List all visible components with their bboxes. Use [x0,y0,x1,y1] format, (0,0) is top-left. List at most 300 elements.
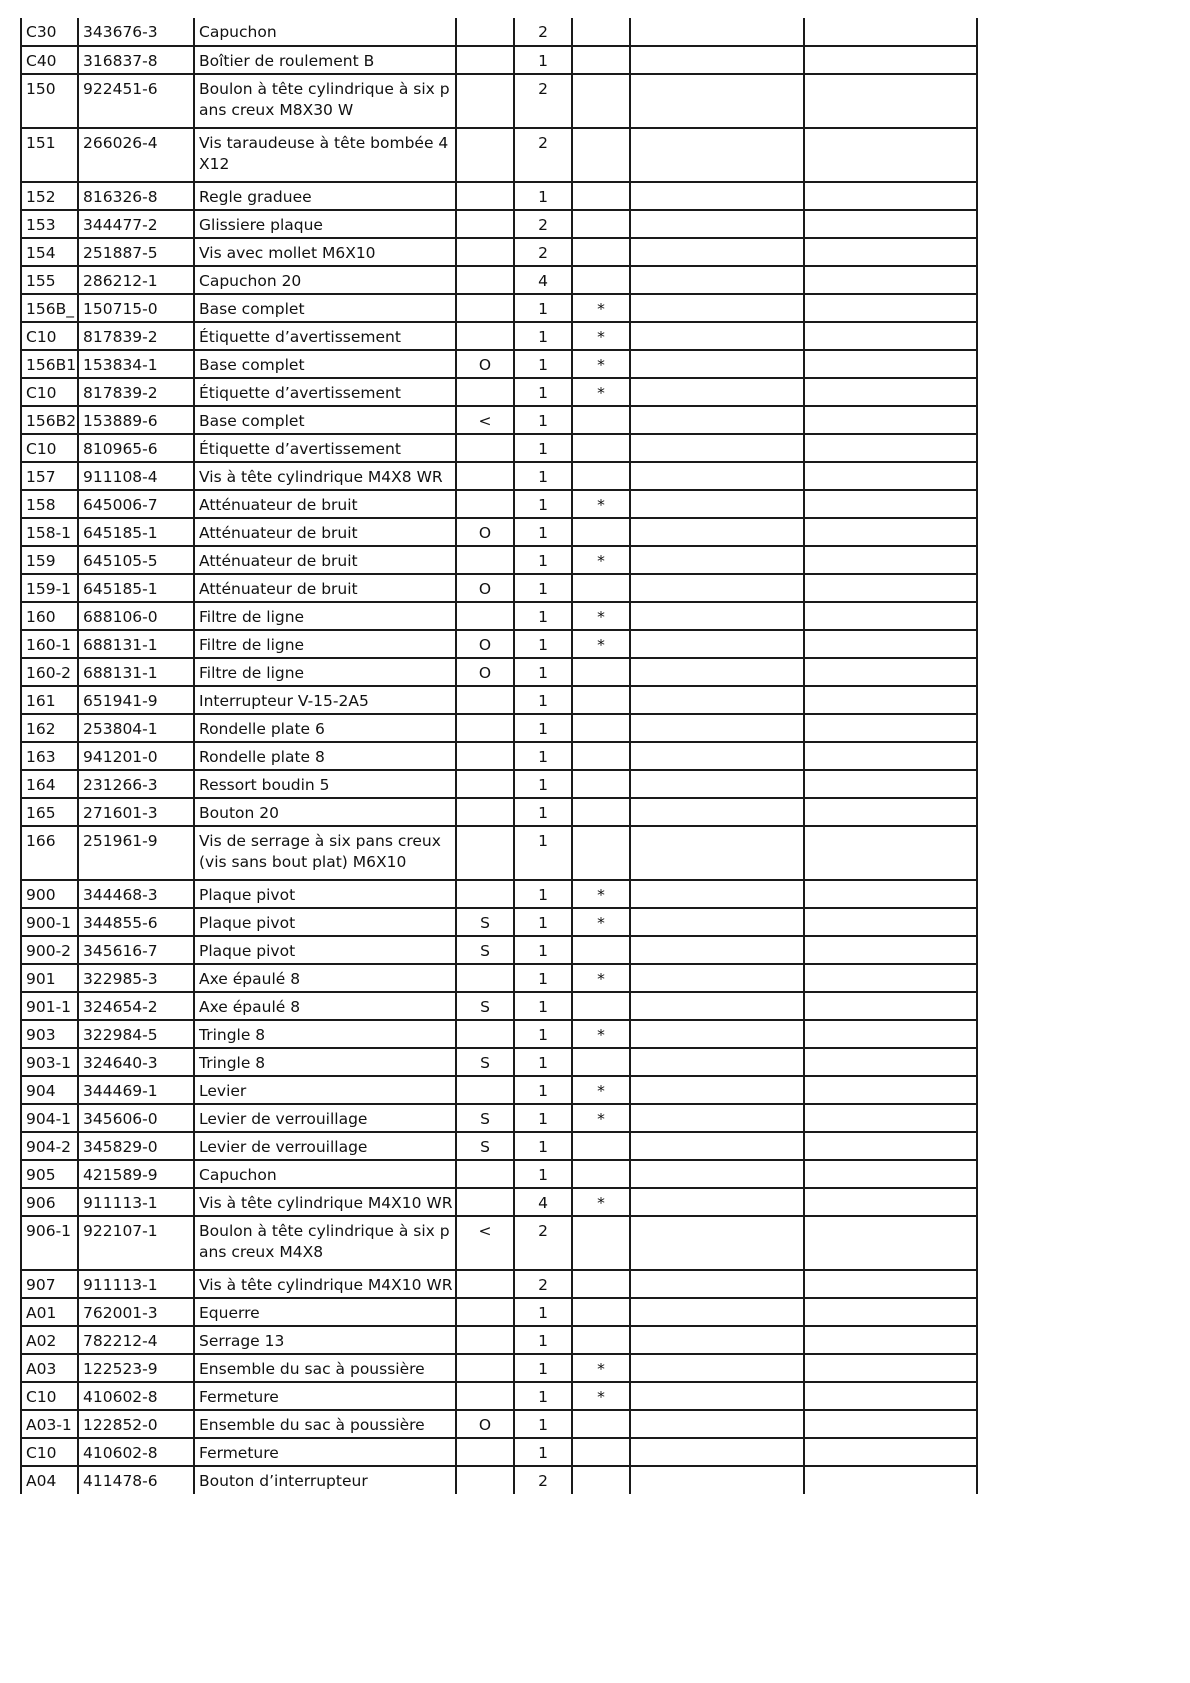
table-row [21,1076,977,1104]
quantity-cell: 1 [514,880,572,908]
note-mark-cell [572,770,630,798]
part-number-cell: 345829-0 [78,1132,194,1160]
description-cell: Ensemble du sac à poussière [194,1410,456,1438]
quantity-cell: 2 [514,1270,572,1298]
quantity-cell: 1 [514,1354,572,1382]
quantity-cell: 1 [514,378,572,406]
table-row [21,350,977,378]
blank-cell-b [804,462,977,490]
note-mark-cell [572,1438,630,1466]
change-flag-cell [456,1188,514,1216]
note-mark-cell [572,128,630,182]
item-number-cell: C30 [21,18,78,46]
item-number-cell: 153 [21,210,78,238]
blank-cell-a [630,630,804,658]
note-mark-cell [572,1216,630,1270]
change-flag-cell: O [456,630,514,658]
change-flag-cell [456,18,514,46]
quantity-cell: 1 [514,434,572,462]
part-number-cell: 688106-0 [78,602,194,630]
note-mark-cell [572,658,630,686]
quantity-cell: 1 [514,1132,572,1160]
item-number-cell: 161 [21,686,78,714]
description-cell: Filtre de ligne [194,602,456,630]
description-cell: Plaque pivot [194,908,456,936]
part-number-cell: 153834-1 [78,350,194,378]
table-row [21,1354,977,1382]
blank-cell-a [630,1270,804,1298]
table-row [21,574,977,602]
note-mark-cell [572,1160,630,1188]
table-row [21,546,977,574]
blank-cell-b [804,378,977,406]
description-cell: Atténuateur de bruit [194,546,456,574]
blank-cell-a [630,686,804,714]
description-cell: Vis à tête cylindrique M4X10 WR [194,1188,456,1216]
change-flag-cell [456,1076,514,1104]
item-number-cell: 150 [21,74,78,128]
part-number-cell: 688131-1 [78,658,194,686]
table-row [21,602,977,630]
blank-cell-a [630,880,804,908]
table-row [21,1048,977,1076]
note-mark-cell [572,518,630,546]
blank-cell-b [804,74,977,128]
change-flag-cell: O [456,518,514,546]
change-flag-cell: O [456,350,514,378]
part-number-cell: 253804-1 [78,714,194,742]
item-number-cell: A01 [21,1298,78,1326]
change-flag-cell [456,742,514,770]
table-row [21,1298,977,1326]
parts-table [20,18,978,1494]
item-number-cell: 156B_ [21,294,78,322]
description-cell: Rondelle plate 6 [194,714,456,742]
note-mark-cell: * [572,630,630,658]
blank-cell-b [804,574,977,602]
note-mark-cell: * [572,378,630,406]
change-flag-cell [456,434,514,462]
item-number-cell: C10 [21,1438,78,1466]
blank-cell-a [630,1048,804,1076]
blank-cell-b [804,322,977,350]
table-row [21,74,977,128]
note-mark-cell: * [572,602,630,630]
item-number-cell: 900 [21,880,78,908]
part-number-cell: 231266-3 [78,770,194,798]
part-number-cell: 411478-6 [78,1466,194,1494]
quantity-cell: 1 [514,322,572,350]
table-row [21,964,977,992]
item-number-cell: 165 [21,798,78,826]
item-number-cell: 163 [21,742,78,770]
part-number-cell: 153889-6 [78,406,194,434]
blank-cell-a [630,908,804,936]
part-number-cell: 645185-1 [78,574,194,602]
change-flag-cell: S [456,936,514,964]
blank-cell-b [804,1382,977,1410]
change-flag-cell [456,238,514,266]
table-row [21,294,977,322]
change-flag-cell: O [456,658,514,686]
blank-cell-a [630,546,804,574]
description-cell: Ensemble du sac à poussière [194,1354,456,1382]
blank-cell-a [630,1326,804,1354]
table-row [21,936,977,964]
quantity-cell: 1 [514,462,572,490]
part-number-cell: 688131-1 [78,630,194,658]
table-row [21,406,977,434]
item-number-cell: 164 [21,770,78,798]
change-flag-cell: S [456,1132,514,1160]
change-flag-cell [456,770,514,798]
quantity-cell: 1 [514,1104,572,1132]
blank-cell-a [630,658,804,686]
change-flag-cell: S [456,1048,514,1076]
change-flag-cell: O [456,1410,514,1438]
table-row [21,1270,977,1298]
blank-cell-b [804,490,977,518]
quantity-cell: 1 [514,1410,572,1438]
table-row [21,462,977,490]
item-number-cell: 905 [21,1160,78,1188]
table-row [21,1382,977,1410]
description-cell: Base complet [194,294,456,322]
part-number-cell: 922107-1 [78,1216,194,1270]
note-mark-cell: * [572,964,630,992]
change-flag-cell [456,602,514,630]
note-mark-cell [572,1466,630,1494]
quantity-cell: 1 [514,658,572,686]
note-mark-cell [572,1270,630,1298]
blank-cell-b [804,964,977,992]
item-number-cell: 900-2 [21,936,78,964]
description-cell: Vis à tête cylindrique M4X8 WR [194,462,456,490]
part-number-cell: 410602-8 [78,1438,194,1466]
table-row [21,880,977,908]
change-flag-cell [456,490,514,518]
change-flag-cell [456,880,514,908]
blank-cell-b [804,128,977,182]
change-flag-cell [456,826,514,880]
quantity-cell: 2 [514,1216,572,1270]
quantity-cell: 1 [514,518,572,546]
part-number-cell: 251961-9 [78,826,194,880]
note-mark-cell: * [572,350,630,378]
item-number-cell: C10 [21,322,78,350]
note-mark-cell [572,238,630,266]
part-number-cell: 645006-7 [78,490,194,518]
blank-cell-b [804,1104,977,1132]
part-number-cell: 911108-4 [78,462,194,490]
change-flag-cell: O [456,574,514,602]
quantity-cell: 1 [514,546,572,574]
note-mark-cell: * [572,1076,630,1104]
blank-cell-b [804,238,977,266]
note-mark-cell: * [572,1104,630,1132]
quantity-cell: 1 [514,964,572,992]
description-cell: Interrupteur V-15-2A5 [194,686,456,714]
blank-cell-a [630,182,804,210]
item-number-cell: 904-2 [21,1132,78,1160]
item-number-cell: C10 [21,1382,78,1410]
blank-cell-b [804,1326,977,1354]
part-number-cell: 782212-4 [78,1326,194,1354]
description-cell: Étiquette d’avertissement [194,322,456,350]
blank-cell-b [804,880,977,908]
quantity-cell: 1 [514,936,572,964]
change-flag-cell [456,322,514,350]
description-cell: Étiquette d’avertissement [194,434,456,462]
blank-cell-a [630,378,804,406]
description-cell: Ressort boudin 5 [194,770,456,798]
table-row [21,1160,977,1188]
change-flag-cell [456,294,514,322]
blank-cell-b [804,1076,977,1104]
note-mark-cell [572,992,630,1020]
description-cell: Base complet [194,350,456,378]
item-number-cell: 906 [21,1188,78,1216]
quantity-cell: 1 [514,770,572,798]
blank-cell-a [630,518,804,546]
quantity-cell: 2 [514,18,572,46]
description-cell: Filtre de ligne [194,630,456,658]
blank-cell-b [804,18,977,46]
item-number-cell: 157 [21,462,78,490]
note-mark-cell [572,46,630,74]
quantity-cell: 1 [514,406,572,434]
description-cell: Equerre [194,1298,456,1326]
quantity-cell: 1 [514,46,572,74]
quantity-cell: 1 [514,1382,572,1410]
part-number-cell: 421589-9 [78,1160,194,1188]
quantity-cell: 1 [514,350,572,378]
blank-cell-a [630,1410,804,1438]
change-flag-cell [456,462,514,490]
note-mark-cell: * [572,490,630,518]
table-row [21,46,977,74]
quantity-cell: 1 [514,1048,572,1076]
change-flag-cell [456,74,514,128]
part-number-cell: 122852-0 [78,1410,194,1438]
table-row [21,1438,977,1466]
parts-table-body [21,18,977,1494]
item-number-cell: C10 [21,378,78,406]
description-cell: Plaque pivot [194,936,456,964]
quantity-cell: 1 [514,602,572,630]
table-row [21,322,977,350]
blank-cell-b [804,1466,977,1494]
part-number-cell: 410602-8 [78,1382,194,1410]
blank-cell-a [630,1216,804,1270]
item-number-cell: 903-1 [21,1048,78,1076]
blank-cell-a [630,238,804,266]
item-number-cell: 906-1 [21,1216,78,1270]
part-number-cell: 150715-0 [78,294,194,322]
blank-cell-a [630,770,804,798]
note-mark-cell [572,1326,630,1354]
table-row [21,18,977,46]
blank-cell-a [630,46,804,74]
part-number-cell: 911113-1 [78,1270,194,1298]
quantity-cell: 2 [514,1466,572,1494]
blank-cell-b [804,826,977,880]
blank-cell-b [804,936,977,964]
table-row [21,518,977,546]
item-number-cell: 159 [21,546,78,574]
note-mark-cell [572,18,630,46]
item-number-cell: A04 [21,1466,78,1494]
note-mark-cell [572,266,630,294]
blank-cell-a [630,1354,804,1382]
description-cell: Tringle 8 [194,1048,456,1076]
blank-cell-b [804,350,977,378]
blank-cell-a [630,574,804,602]
blank-cell-a [630,1466,804,1494]
description-cell: Boulon à tête cylindrique à six pans creux M4X8 [194,1216,456,1270]
blank-cell-b [804,714,977,742]
table-row [21,128,977,182]
note-mark-cell [572,686,630,714]
change-flag-cell [456,1326,514,1354]
note-mark-cell [572,406,630,434]
item-number-cell: 904-1 [21,1104,78,1132]
item-number-cell: 907 [21,1270,78,1298]
quantity-cell: 1 [514,908,572,936]
table-row [21,1326,977,1354]
blank-cell-b [804,266,977,294]
description-cell: Glissiere plaque [194,210,456,238]
change-flag-cell [456,266,514,294]
blank-cell-a [630,1104,804,1132]
description-cell: Plaque pivot [194,880,456,908]
blank-cell-a [630,18,804,46]
blank-cell-a [630,74,804,128]
item-number-cell: 903 [21,1020,78,1048]
table-row [21,182,977,210]
blank-cell-a [630,964,804,992]
note-mark-cell [572,574,630,602]
change-flag-cell [456,1466,514,1494]
description-cell: Levier [194,1076,456,1104]
item-number-cell: 160-2 [21,658,78,686]
quantity-cell: 1 [514,490,572,518]
quantity-cell: 2 [514,210,572,238]
part-number-cell: 344469-1 [78,1076,194,1104]
change-flag-cell [456,210,514,238]
item-number-cell: 160-1 [21,630,78,658]
item-number-cell: 151 [21,128,78,182]
item-number-cell: 900-1 [21,908,78,936]
blank-cell-a [630,1188,804,1216]
note-mark-cell: * [572,1188,630,1216]
description-cell: Étiquette d’avertissement [194,378,456,406]
table-row [21,1020,977,1048]
blank-cell-a [630,1076,804,1104]
description-cell: Base complet [194,406,456,434]
description-cell: Axe épaulé 8 [194,964,456,992]
quantity-cell: 1 [514,630,572,658]
item-number-cell: 160 [21,602,78,630]
note-mark-cell: * [572,546,630,574]
blank-cell-b [804,630,977,658]
description-cell: Atténuateur de bruit [194,490,456,518]
blank-cell-b [804,1188,977,1216]
note-mark-cell [572,182,630,210]
part-number-cell: 810965-6 [78,434,194,462]
blank-cell-a [630,1020,804,1048]
blank-cell-a [630,1298,804,1326]
quantity-cell: 4 [514,266,572,294]
part-number-cell: 324640-3 [78,1048,194,1076]
blank-cell-a [630,1132,804,1160]
table-row [21,1216,977,1270]
blank-cell-a [630,602,804,630]
item-number-cell: 159-1 [21,574,78,602]
part-number-cell: 343676-3 [78,18,194,46]
note-mark-cell [572,74,630,128]
change-flag-cell [456,964,514,992]
change-flag-cell [456,1438,514,1466]
note-mark-cell [572,1298,630,1326]
change-flag-cell: < [456,406,514,434]
change-flag-cell: < [456,1216,514,1270]
blank-cell-a [630,490,804,518]
blank-cell-a [630,128,804,182]
blank-cell-b [804,992,977,1020]
blank-cell-a [630,406,804,434]
change-flag-cell: S [456,1104,514,1132]
part-number-cell: 286212-1 [78,266,194,294]
blank-cell-b [804,294,977,322]
part-number-cell: 322985-3 [78,964,194,992]
part-number-cell: 911113-1 [78,1188,194,1216]
blank-cell-a [630,992,804,1020]
blank-cell-a [630,294,804,322]
blank-cell-b [804,210,977,238]
description-cell: Levier de verrouillage [194,1132,456,1160]
quantity-cell: 4 [514,1188,572,1216]
quantity-cell: 1 [514,1076,572,1104]
quantity-cell: 1 [514,826,572,880]
item-number-cell: 158-1 [21,518,78,546]
quantity-cell: 1 [514,798,572,826]
part-number-cell: 324654-2 [78,992,194,1020]
table-row [21,1410,977,1438]
change-flag-cell [456,686,514,714]
blank-cell-b [804,686,977,714]
blank-cell-b [804,434,977,462]
blank-cell-b [804,182,977,210]
note-mark-cell [572,826,630,880]
blank-cell-a [630,798,804,826]
blank-cell-a [630,1438,804,1466]
note-mark-cell [572,210,630,238]
blank-cell-a [630,434,804,462]
quantity-cell: 1 [514,182,572,210]
part-number-cell: 266026-4 [78,128,194,182]
item-number-cell: 156B1 [21,350,78,378]
quantity-cell: 1 [514,1326,572,1354]
part-number-cell: 922451-6 [78,74,194,128]
description-cell: Filtre de ligne [194,658,456,686]
blank-cell-b [804,1160,977,1188]
part-number-cell: 345606-0 [78,1104,194,1132]
change-flag-cell [456,1354,514,1382]
part-number-cell: 271601-3 [78,798,194,826]
part-number-cell: 651941-9 [78,686,194,714]
note-mark-cell [572,1410,630,1438]
